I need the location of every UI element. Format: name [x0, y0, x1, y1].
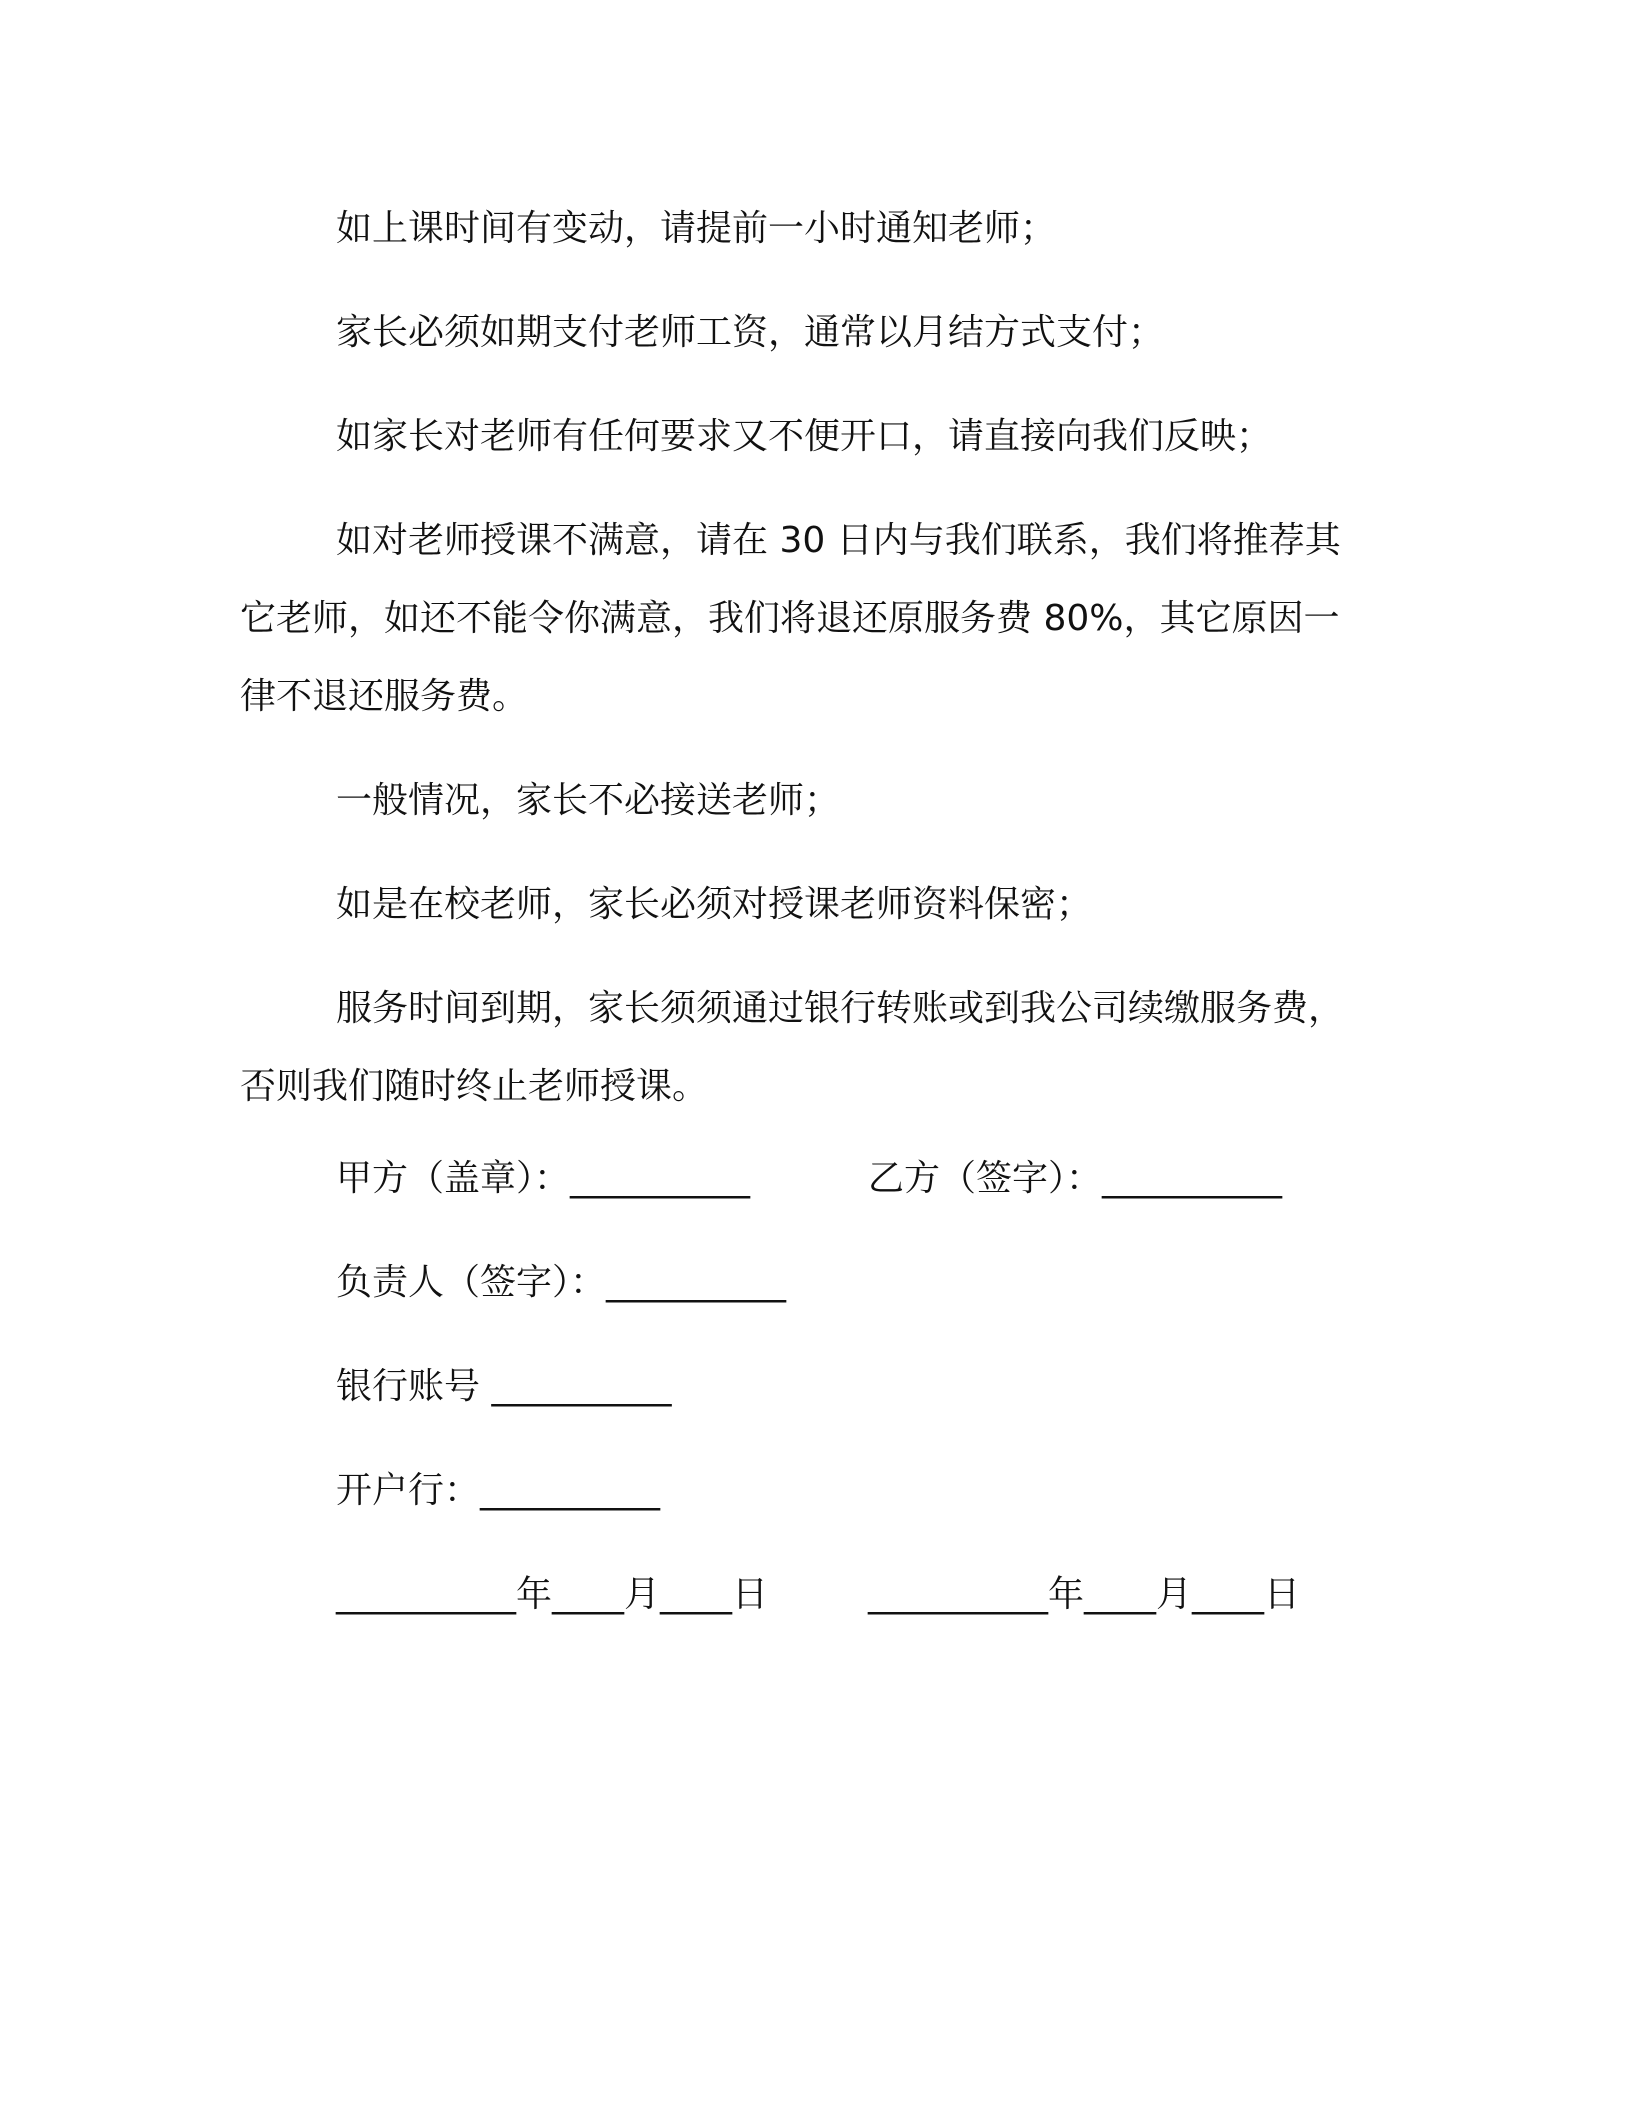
party-b-signature: 乙方（签字）：__________ — [868, 1158, 1283, 1199]
paragraph-feedback: 如家长对老师有任何要求又不便开口，请直接向我们反映； — [336, 416, 1273, 457]
date-right-field: __________年____月____日 — [868, 1574, 1300, 1615]
paragraph-pickup: 一般情况，家长不必接送老师； — [336, 780, 841, 821]
terms-body — [240, 190, 1370, 1152]
paragraph-salary-payment: 家长必须如期支付老师工资，通常以月结方式支付； — [336, 312, 1165, 353]
responsible-person-signature: 负责人（签字）：__________ — [336, 1262, 787, 1303]
bank-account-field: 银行账号 __________ — [336, 1366, 672, 1407]
signature-parties-row — [336, 1140, 1436, 1244]
responsible-person-row — [336, 1244, 1436, 1348]
paragraph-schedule-change: 如上课时间有变动，请提前一小时通知老师； — [336, 208, 1057, 249]
paragraph-renewal: 服务时间到期，家长须须通过银行转账或到我公司续缴服务费，否则我们随时终止老师授课。 — [240, 988, 1345, 1107]
bank-branch-row — [336, 1452, 1436, 1556]
paragraph-refund-policy: 如对老师授课不满意，请在 30 日内与我们联系，我们将推荐其它老师，如还不能令你满意，我们将退还原服务费 80%，其它原因一律不退还服务费。 — [240, 520, 1341, 717]
bank-branch-field: 开户行：__________ — [336, 1470, 661, 1511]
date-left-field: __________年____月____日 — [336, 1574, 768, 1615]
bank-account-row — [336, 1348, 1436, 1452]
party-a-signature: 甲方（盖章）：__________ — [336, 1158, 751, 1199]
paragraph-confidentiality: 如是在校老师，家长必须对授课老师资料保密； — [336, 884, 1093, 925]
signature-block — [336, 1140, 1436, 1660]
date-row — [336, 1556, 1436, 1660]
